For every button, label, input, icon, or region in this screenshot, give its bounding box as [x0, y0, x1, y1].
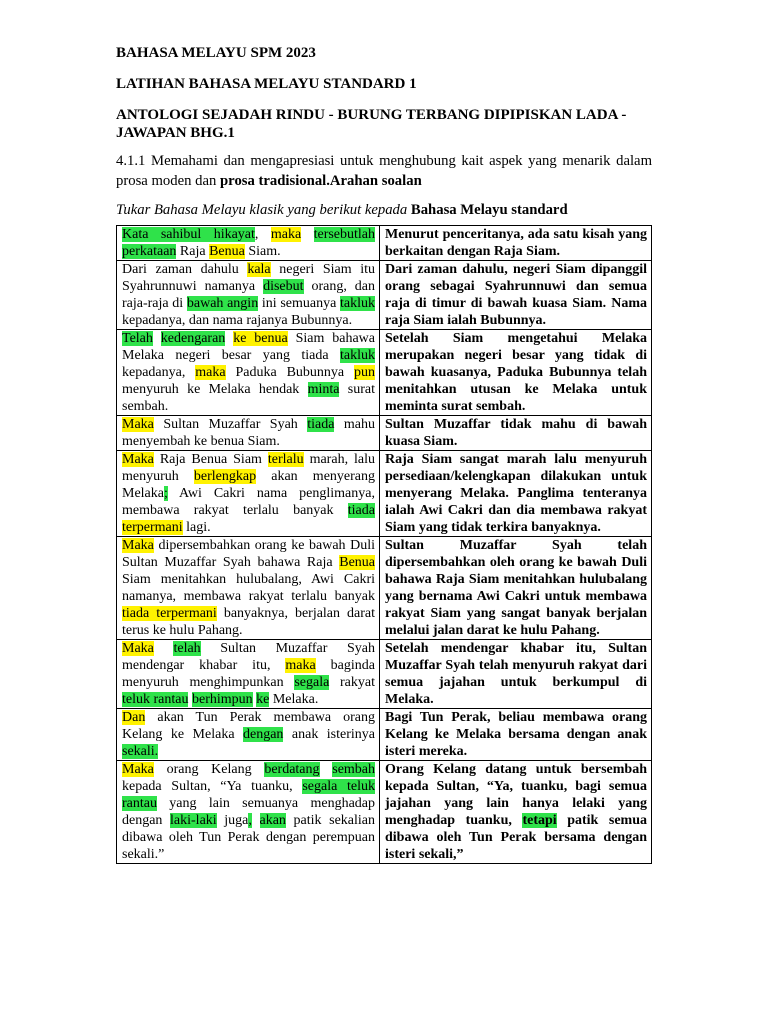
text-segment	[154, 641, 174, 656]
standard-text-cell	[380, 330, 652, 416]
text-segment: mahu menyembah ke benua Siam.	[122, 417, 375, 449]
learning-standard-text: 4.1.1 Memahami dan mengapresiasi untuk menghubung kait aspek yang menarik dalam prosa moden dan	[116, 153, 652, 189]
classical-text-cell	[117, 330, 380, 416]
standard-text-cell	[380, 640, 652, 709]
text-segment: Sultan Muzaffar Syah telah dipersembahkan oleh orang ke bawah Duli bahawa Raja Siam menitahkan hulubalang yang bernama Awi Cakri untuk membawa rakyat Siam yang sangat banyak berjalan melalui jalan darat ke hulu Pahang.	[385, 538, 647, 638]
text-segment: yang lain semuanya menghadap dengan	[122, 796, 375, 828]
highlight-green: berdatang	[264, 762, 320, 777]
table-row	[117, 226, 652, 261]
text-segment: Siam bahawa Melaka negeri besar yang tiada	[122, 331, 375, 363]
text-segment: marah, lalu menyuruh	[122, 452, 375, 484]
text-segment: akan menyerang Melaka	[122, 469, 376, 501]
text-segment: Sultan Muzaffar tidak mahu di bawah kuasa Siam.	[385, 417, 647, 449]
highlight-green: tersebutlah perkataan	[122, 227, 376, 259]
highlight-green: akan	[259, 813, 286, 828]
highlight-yellow: terpermani	[122, 520, 183, 535]
highlight-green: sembah	[332, 762, 376, 777]
text-segment	[252, 813, 260, 828]
instruction-italic: Tukar Bahasa Melayu klasik yang berikut kepada	[116, 202, 411, 218]
highlight-yellow: Maka	[122, 762, 154, 777]
highlight-yellow: berlengkap	[193, 469, 257, 484]
highlight-yellow: maka	[285, 658, 316, 673]
text-segment: kepadanya, dan nama rajanya Bubunnya.	[122, 313, 353, 328]
text-segment: Raja	[176, 244, 210, 259]
anthology-title: ANTOLOGI SEJADAH RINDU - BURUNG TERBANG DIPIPISKAN LADA - JAWAPAN BHG.1	[116, 107, 627, 141]
highlight-yellow: kala	[247, 262, 271, 277]
table-row	[117, 451, 652, 537]
standard-text-cell	[380, 709, 652, 761]
standard-text-cell	[380, 226, 652, 261]
highlight-green: segala	[294, 675, 330, 690]
text-segment: Melaka.	[269, 692, 319, 707]
table-row	[117, 261, 652, 330]
highlight-yellow: Maka	[122, 538, 154, 553]
standard-text-cell	[380, 261, 652, 330]
text-segment: anak isterinya	[283, 727, 375, 742]
text-segment: orang, dan raja-raja di	[122, 279, 375, 311]
text-segment: Menurut penceritanya, ada satu kisah yang berkaitan dengan Raja Siam.	[385, 227, 647, 259]
text-segment: Siam menitahkan hulubalang, Awi Cakri namanya, membawa rakyat terlalu banyak	[122, 572, 375, 604]
highlight-green: ke	[256, 692, 270, 707]
instruction-bold: Bahasa Melayu standard	[410, 202, 568, 218]
text-segment: Sultan Muzaffar Syah	[153, 417, 308, 432]
document-title: BAHASA MELAYU SPM 2023	[116, 45, 316, 61]
classical-text-cell	[117, 451, 380, 537]
classical-text-cell	[117, 226, 380, 261]
text-segment: kepadanya,	[122, 365, 196, 380]
highlight-green: ,	[248, 813, 252, 828]
highlight-yellow: Maka	[122, 641, 154, 656]
text-segment: rakyat	[329, 675, 375, 690]
highlight-yellow: Maka	[122, 452, 154, 467]
highlight-yellow: maka	[270, 227, 302, 242]
table-row	[117, 709, 652, 761]
highlight-yellow: Dan	[122, 710, 146, 725]
text-segment: Dari zaman dahulu	[122, 262, 248, 277]
text-segment: ini semuanya	[258, 296, 340, 311]
classical-text-cell	[117, 709, 380, 761]
text-segment: akan Tun Perak membawa orang Kelang ke Melaka	[122, 710, 375, 742]
text-segment	[153, 331, 161, 346]
classical-text-cell	[117, 416, 380, 451]
highlight-green: tiada	[307, 417, 335, 432]
highlight-yellow: pun	[354, 365, 376, 380]
text-segment: Bagi Tun Perak, beliau membawa orang Kelang ke Melaka bersama dengan anak isteri mereka.	[385, 710, 647, 759]
classical-text-cell	[117, 537, 380, 640]
classical-text-cell	[117, 640, 380, 709]
highlight-yellow: terlalu	[267, 452, 304, 467]
text-segment: Setelah mendengar khabar itu, Sultan Muzaffar Syah telah menyuruh rakyat dari semua jajahan untuk berkumpul di Melaka.	[385, 641, 647, 707]
highlight-green: disebut	[263, 279, 304, 294]
text-segment: patik semua dibawa oleh Tun Perak bersama dengan isteri sekali,”	[385, 813, 647, 862]
highlight-green: tetapi	[522, 813, 557, 828]
text-segment	[320, 762, 333, 777]
table-row	[117, 640, 652, 709]
text-segment: Siam.	[244, 244, 281, 259]
highlight-green: teluk rantau	[122, 692, 189, 707]
standard-text-cell	[380, 537, 652, 640]
standard-text-cell	[380, 416, 652, 451]
highlight-yellow: maka	[195, 365, 226, 380]
text-segment: Setelah Siam mengetahui Melaka merupakan negeri besar yang tidak di bawah kuasanya, Paduka Bubunnya telah menitahkan utusan ke Melaka untuk meminta surat sembah.	[385, 331, 647, 414]
learning-standard	[116, 151, 652, 191]
text-segment: Raja Siam sangat marah lalu menyuruh persediaan/kelengkapan dilakukan untuk menyerang Melaka. Panglima tenteranya ialah Awi Cakri dan dia membawa rakyat Siam yang tidak terkira banyaknya.	[385, 452, 647, 535]
text-segment: ,	[254, 227, 271, 242]
text-segment: Awi Cakri nama penglimanya, membawa rakyat terlalu banyak	[122, 486, 375, 518]
text-segment: juga	[216, 813, 249, 828]
text-segment	[301, 227, 313, 242]
highlight-green: telah	[173, 641, 201, 656]
highlight-green: Kata sahibul hikayat	[122, 227, 255, 242]
text-segment: surat sembah.	[122, 382, 375, 414]
highlight-green: minta	[307, 382, 340, 397]
table-row	[117, 330, 652, 416]
highlight-yellow: Benua	[339, 555, 375, 570]
exercise-title: LATIHAN BAHASA MELAYU STANDARD 1	[116, 76, 417, 92]
highlight-green: ;	[163, 486, 168, 501]
highlight-green: takluk	[340, 296, 375, 311]
highlight-yellow: Maka	[122, 417, 154, 432]
document-page	[116, 44, 652, 864]
highlight-green: tiada	[347, 503, 375, 518]
highlight-green: laki-laki	[170, 813, 217, 828]
learning-standard-bold: prosa tradisional.Arahan soalan	[220, 173, 422, 189]
text-segment: dipersembahkan orang ke bawah Duli Sultan Muzaffar Syah bahawa Raja	[122, 538, 375, 570]
text-segment: baginda menyuruh menghimpunkan	[122, 658, 375, 690]
instruction	[116, 200, 652, 220]
text-segment: banyaknya, berjalan darat terus ke hulu Pahang.	[122, 606, 375, 638]
highlight-green: Telah	[122, 331, 153, 346]
text-segment: kepada Sultan, “Ya tuanku,	[122, 779, 303, 794]
highlight-green: segala teluk rantau	[122, 779, 375, 811]
highlight-green: bawah angin	[186, 296, 259, 311]
highlight-green: takluk	[340, 348, 375, 363]
standard-text-cell	[380, 761, 652, 864]
translation-table	[116, 225, 652, 864]
highlight-yellow: ke benua	[233, 331, 288, 346]
text-segment: patik sekalian dibawa oleh Tun Perak dengan perempuan sekali.”	[122, 813, 375, 862]
highlight-yellow: tiada terpermani	[122, 606, 217, 621]
highlight-green: berhimpun	[191, 692, 253, 707]
standard-text-cell	[380, 451, 652, 537]
highlight-yellow: Benua	[209, 244, 245, 259]
classical-text-cell	[117, 761, 380, 864]
highlight-green: dengan	[243, 727, 284, 742]
highlight-green: sekali.	[122, 744, 159, 759]
text-segment: menyuruh ke Melaka hendak	[122, 382, 308, 397]
table-row	[117, 761, 652, 864]
text-segment: Sultan Muzaffar Syah mendengar khabar itu,	[122, 641, 376, 673]
text-segment: lagi.	[182, 520, 211, 535]
text-segment: orang Kelang	[153, 762, 265, 777]
text-segment: Dari zaman dahulu, negeri Siam dipanggil orang sebagai Syahrunnuwi dan semua raja di timur di bawah kuasa Siam. Nama raja Siam ialah Bubunnya.	[385, 262, 647, 328]
table-row	[117, 416, 652, 451]
text-segment: Raja Benua Siam	[153, 452, 268, 467]
translation-table-body	[117, 226, 652, 864]
table-row	[117, 537, 652, 640]
text-segment: Paduka Bubunnya	[225, 365, 355, 380]
highlight-green: kedengaran	[160, 331, 226, 346]
classical-text-cell	[117, 261, 380, 330]
text-segment: Orang Kelang datang untuk bersembah kepada Sultan, “Ya, tuanku, bagi semua jajahan yang lain hanya lelaki yang menghadap tuanku,	[385, 762, 647, 828]
text-segment	[225, 331, 233, 346]
text-segment: negeri Siam itu Syahrunnuwi namanya	[122, 262, 375, 294]
